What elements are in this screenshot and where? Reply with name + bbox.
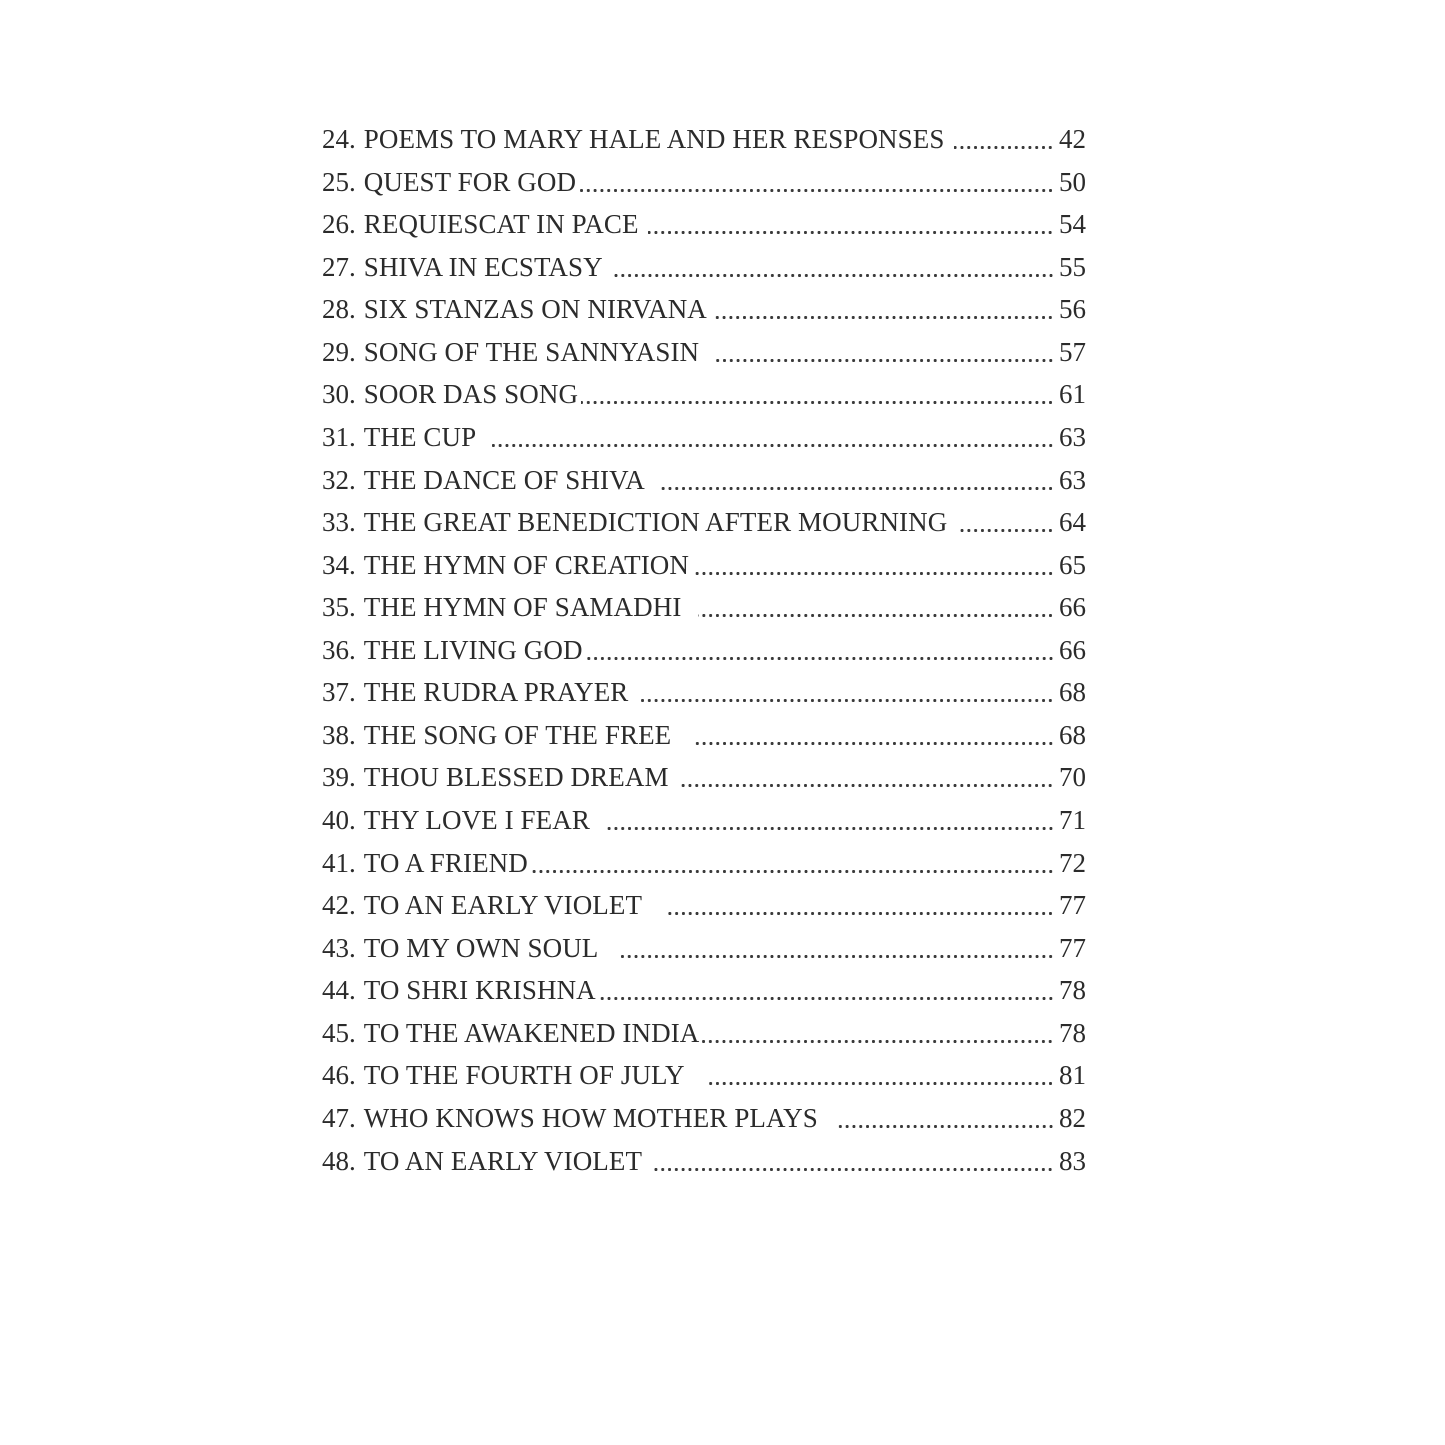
entry-page-number: 78: [1059, 975, 1086, 1006]
entry-number: 42.: [322, 890, 356, 921]
entry-number: 28.: [322, 294, 356, 325]
entry-page-number: 66: [1059, 634, 1086, 665]
toc-entry: [322, 1012, 1086, 1055]
entry-number: 31.: [322, 421, 356, 452]
dot-leader-icon: [648, 231, 1054, 234]
entry-title: THE HYMN OF SAMADHI: [363, 592, 696, 623]
toc-entry: [322, 799, 1086, 842]
entry-title: TO MY OWN SOUL: [363, 932, 618, 963]
toc-entry: [322, 629, 1086, 672]
entry-page-number: 56: [1059, 294, 1086, 325]
entry-page-number: 68: [1059, 677, 1086, 708]
dot-leader-icon: [581, 401, 1054, 404]
entry-title: THOU BLESSED DREAM: [363, 762, 676, 793]
entry-title: THE RUDRA PRAYER: [363, 677, 636, 708]
entry-page-number: 82: [1059, 1102, 1086, 1133]
entry-number: 37.: [322, 677, 356, 708]
toc-entry: [322, 118, 1086, 161]
dot-leader-icon: [612, 274, 1054, 277]
entry-title: SHIVA IN ECSTASY: [363, 251, 609, 282]
dot-leader-icon: [586, 657, 1054, 660]
dot-leader-icon: [660, 487, 1054, 490]
dot-leader-icon: [621, 955, 1054, 958]
entry-title: QUEST FOR GOD: [363, 166, 577, 197]
toc-entry: [322, 969, 1086, 1012]
dot-leader-icon: [707, 1082, 1054, 1085]
entry-title: THE LIVING GOD: [363, 634, 583, 665]
entry-page-number: 66: [1059, 592, 1086, 623]
entry-title: THY LOVE I FEAR: [363, 805, 604, 835]
entry-number: 39.: [322, 762, 356, 793]
entry-number: 48.: [322, 1145, 356, 1176]
toc-entry: [322, 884, 1086, 927]
entry-title: THE CUP: [363, 421, 489, 452]
dot-leader-icon: [695, 742, 1054, 745]
entry-page-number: 50: [1059, 166, 1086, 197]
toc-entry: [322, 1097, 1086, 1140]
entry-page-number: 57: [1059, 336, 1086, 367]
entry-number: 35.: [322, 592, 356, 623]
dot-leader-icon: [702, 1040, 1054, 1043]
toc-entry: [322, 714, 1086, 757]
toc-entry: [322, 373, 1086, 416]
entry-page-number: 81: [1059, 1060, 1086, 1091]
entry-number: 40.: [322, 805, 356, 835]
entry-number: 33.: [322, 507, 356, 538]
dot-leader-icon: [492, 444, 1054, 447]
entry-title: THE GREAT BENEDICTION AFTER MOURNING: [363, 507, 955, 538]
entry-page-number: 61: [1059, 379, 1086, 410]
entry-number: 29.: [322, 336, 356, 367]
entry-title: REQUIESCAT IN PACE: [363, 209, 646, 240]
entry-page-number: 83: [1059, 1145, 1086, 1176]
entry-title: THE SONG OF THE FREE: [363, 719, 692, 750]
dot-leader-icon: [678, 784, 1054, 787]
dot-leader-icon: [716, 359, 1054, 362]
dot-leader-icon: [954, 146, 1054, 149]
entry-number: 24.: [322, 124, 356, 154]
entry-title: TO A FRIEND: [363, 847, 528, 878]
entry-number: 43.: [322, 932, 356, 963]
entry-number: 26.: [322, 209, 356, 240]
entry-title: TO SHRI KRISHNA: [363, 975, 596, 1006]
dot-leader-icon: [651, 1168, 1054, 1171]
dot-leader-icon: [957, 529, 1054, 532]
toc-entry: [322, 1054, 1086, 1097]
entry-number: 32.: [322, 464, 356, 495]
table-of-contents: [322, 118, 1086, 1182]
entry-page-number: 78: [1059, 1017, 1086, 1048]
entry-number: 38.: [322, 719, 356, 750]
toc-entry: [322, 842, 1086, 885]
entry-title: WHO KNOWS HOW MOTHER PLAYS: [363, 1102, 832, 1133]
dot-leader-icon: [715, 316, 1054, 319]
toc-entry: [322, 459, 1086, 502]
entry-number: 46.: [322, 1060, 356, 1091]
entry-title: TO AN EARLY VIOLET: [363, 890, 663, 921]
toc-entry: [322, 331, 1086, 374]
entry-title: POEMS TO MARY HALE AND HER RESPONSES: [363, 124, 952, 154]
toc-entry: [322, 501, 1086, 544]
entry-page-number: 70: [1059, 762, 1086, 793]
dot-leader-icon: [665, 912, 1054, 915]
entry-number: 27.: [322, 251, 356, 282]
entry-page-number: 77: [1059, 890, 1086, 921]
entry-number: 47.: [322, 1102, 356, 1133]
toc-entry: [322, 203, 1086, 246]
toc-entry: [322, 756, 1086, 799]
entry-page-number: 54: [1059, 209, 1086, 240]
dot-leader-icon: [638, 699, 1054, 702]
entry-title: TO THE FOURTH OF JULY: [363, 1060, 705, 1091]
entry-title: TO THE AWAKENED INDIA: [363, 1017, 700, 1048]
entry-number: 25.: [322, 166, 356, 197]
entry-number: 30.: [322, 379, 356, 410]
entry-page-number: 68: [1059, 719, 1086, 750]
entry-page-number: 55: [1059, 251, 1086, 282]
toc-entry: [322, 1140, 1086, 1183]
toc-entry: [322, 671, 1086, 714]
dot-leader-icon: [692, 572, 1054, 575]
toc-entry: [322, 416, 1086, 459]
toc-entry: [322, 544, 1086, 587]
dot-leader-icon: [599, 997, 1054, 1000]
entry-number: 45.: [322, 1017, 356, 1048]
entry-title: THE DANCE OF SHIVA: [363, 464, 658, 495]
dot-leader-icon: [531, 870, 1054, 873]
entry-title: SONG OF THE SANNYASIN: [363, 336, 713, 367]
entry-title: TO AN EARLY VIOLET: [363, 1145, 649, 1176]
entry-page-number: 64: [1059, 507, 1086, 538]
entry-page-number: 71: [1059, 805, 1086, 835]
toc-entry: [322, 586, 1086, 629]
dot-leader-icon: [579, 189, 1054, 192]
entry-number: 34.: [322, 549, 356, 580]
entry-title: SIX STANZAS ON NIRVANA: [363, 294, 713, 325]
toc-entry: [322, 246, 1086, 289]
entry-title: SOOR DAS SONG: [363, 379, 579, 410]
dot-leader-icon: [698, 614, 1054, 617]
entry-number: 36.: [322, 634, 356, 665]
entry-page-number: 42: [1059, 124, 1086, 154]
toc-entry: [322, 288, 1086, 331]
entry-number: 44.: [322, 975, 356, 1006]
entry-title: THE HYMN OF CREATION: [363, 549, 689, 580]
entry-page-number: 77: [1059, 932, 1086, 963]
dot-leader-icon: [835, 1125, 1054, 1128]
entry-number: 41.: [322, 847, 356, 878]
dot-leader-icon: [607, 827, 1054, 830]
toc-entry: [322, 161, 1086, 204]
toc-entry: [322, 927, 1086, 970]
entry-page-number: 72: [1059, 847, 1086, 878]
entry-page-number: 65: [1059, 549, 1086, 580]
entry-page-number: 63: [1059, 421, 1086, 452]
entry-page-number: 63: [1059, 464, 1086, 495]
